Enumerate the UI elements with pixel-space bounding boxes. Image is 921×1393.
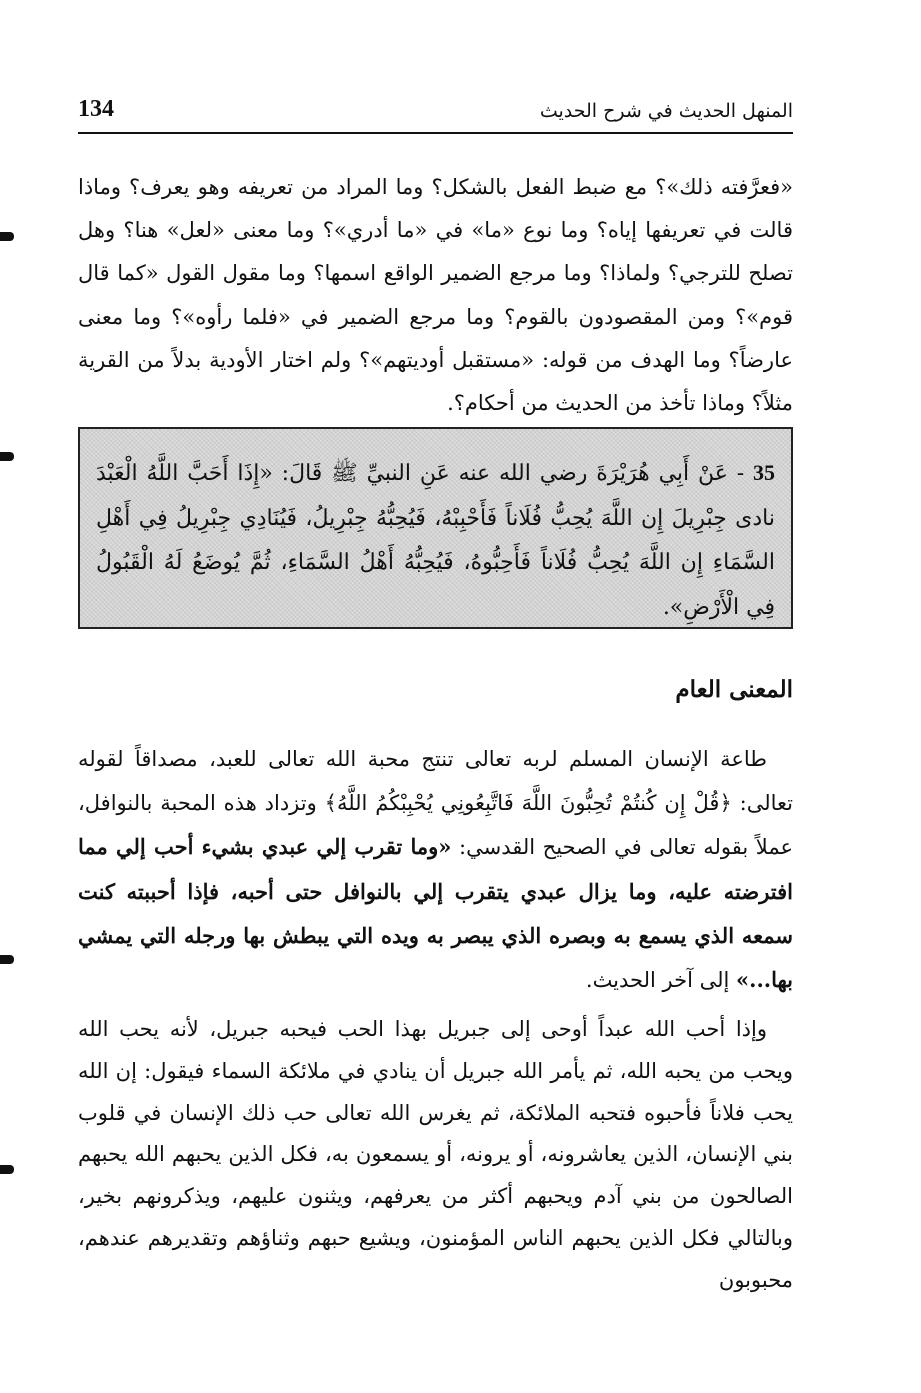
- margin-mark: [0, 232, 14, 241]
- hadith-text-block: [96, 451, 775, 630]
- closing-paragraph: وإذا أحب الله عبداً أوحى إلى جبريل بهذا الحب فيحبه جبريل، لأنه يحب الله ويحب من يحبه الله، ثم يأمر الله جبريل أن ينادي في ملائكة السماء فيقول: إن الله يحب فلاناً فأحبوه فتحبه الملائكة، ثم يغرس الله تعالى حب ذلك الإنسان في قلوب بني الإنسان، الذين يعاشرونه، أو يرونه، أو يسمعون به، فكل الذين يحبهم الله يحبهم الصالحون من بني آدم ويحبهم أكثر من يعرفهم، ويثنون عليهم، ويذكرونهم بخير، وبالتالي فكل الذين يحبهم الناس المؤمنون، ويشيع حبهم وثناؤهم وتقديرهم عندهم، محبوبون: [78, 1017, 793, 1292]
- meaning-intro: طاعة الإنسان المسلم لربه تعالى تنتج محبة الله تعالى للعبد، مصداقاً لقوله تعالى: ﴿قُلْ إِن كُنتُمْ تُحِبُّونَ اللَّهَ فَاتَّبِعُونِي يُحْبِبْكُمُ اللَّهُ﴾ وتزداد هذه المحبة بالنوافل، عملاً بقوله تعالى في الصحيح القدسي:: [78, 747, 793, 860]
- margin-mark: [0, 955, 14, 964]
- hadith-text: - عَنْ أَبِي هُرَيْرَةَ رضي الله عنه عَنِ النبيِّ ﷺ قَالَ: «إِذَا أَحَبَّ اللَّهُ الْعَبْدَ نادى جِبْرِيلَ إِن اللَّهَ يُحِبُّ فُلَاناً فَأَحْبِبْهُ، فَيُحِبُّهُ جِبْرِيلُ، فَيُنَادِي جِبْرِيلُ فِي أَهْلِ السَّمَاءِ إِن اللَّهَ يُحِبُّ فُلَاناً فَأَحِبُّوهُ، فَيُحِبُّهُ أَهْلُ السَّمَاءِ، ثُمَّ يُوضَعُ لَهُ الْقَبُولُ فِي الْأَرْضِ».: [96, 461, 775, 620]
- hadith-box: [78, 427, 793, 629]
- page-number: 134: [78, 96, 114, 122]
- running-header: [78, 92, 793, 134]
- meaning-paragraph: [78, 737, 793, 1002]
- questions-paragraph: «فعرَّفته ذلك»؟ مع ضبط الفعل بالشكل؟ وما المراد من تعريفه وهو يعرف؟ وماذا قالت في تعريفها إياه؟ وما نوع «ما» في «ما أدري»؟ وما معنى «لعل» هنا؟ وهل تصلح للترجي؟ ولماذا؟ وما مرجع الضمير الواقع اسمها؟ وما مقول القول «كما قال قوم»؟ ومن المقصودون بالقوم؟ وما مرجع الضمير في «فلما رأوه»؟ وما معنى عارضاً؟ وما الهدف من قوله: «مستقبل أوديتهم»؟ ولم اختار الأودية بدلاً من القرية مثلاً؟ وماذا تأخذ من الحديث من أحكام؟.: [78, 175, 794, 416]
- section-heading: المعنى العام: [675, 676, 793, 703]
- hadith-number: 35: [753, 460, 775, 485]
- running-title: المنهل الحديث في شرح الحديث: [539, 100, 793, 122]
- margin-mark: [0, 1165, 14, 1174]
- margin-mark: [0, 452, 14, 461]
- qudsi-quote: «وما تقرب إلي عبدي بشيء أحب إلي مما افترضته عليه، وما يزال عبدي يتقرب إلي بالنوافل حتى أحبه، فإذا أحببته كنت سمعه الذي يسمع به وبصره الذي يبصر به ويده التي يبطش بها ورجله التي يمشي بها...»: [78, 834, 793, 993]
- meaning-outro: إلى آخر الحديث.: [585, 968, 737, 993]
